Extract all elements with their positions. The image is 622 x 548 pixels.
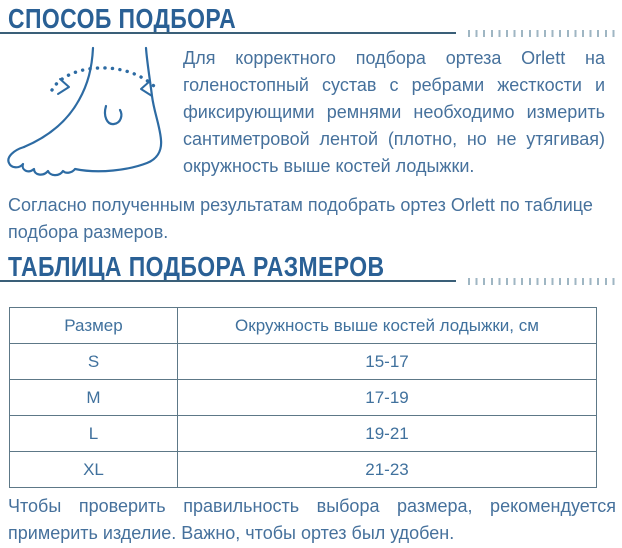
range-cell: 19-21	[178, 416, 597, 452]
section-rule	[0, 29, 620, 37]
measure-arrow-left	[58, 79, 69, 94]
range-cell: 21-23	[178, 452, 597, 488]
size-table	[9, 307, 597, 488]
section-title-method: СПОСОБ ПОДБОРА	[8, 3, 237, 34]
size-table-row	[10, 380, 597, 416]
rule-line	[0, 32, 456, 34]
size-table-row	[10, 416, 597, 452]
measure-instruction-text: Для корректного подбора ортеза Orlett на голеностопный сустав с ребрами жесткости и фиксирующими ремнями необходимо измерить сантиметровой лентой (плотно, но не утягивая) окружность выше костей лодыжки.	[183, 48, 605, 176]
section-rule	[0, 277, 620, 285]
foot-measurement-illustration	[4, 46, 184, 184]
size-table-body	[10, 344, 597, 488]
rule-line	[0, 280, 456, 282]
fitting-note-text: Чтобы проверить правильность выбора размера, рекомендуется примерить изделие. Важно, чтобы ортез был удобен.	[8, 496, 616, 543]
size-cell: XL	[10, 452, 178, 488]
size-table-row	[10, 344, 597, 380]
rule-tick-pattern	[468, 278, 620, 285]
section-title-size-table: ТАБЛИЦА ПОДБОРА РАЗМЕРОВ	[8, 251, 385, 282]
size-cell: M	[10, 380, 178, 416]
result-instruction-text: Согласно полученным результатам подобрать ортез Orlett по таблице подбора размеров.	[8, 195, 593, 242]
size-column-header: Размер	[10, 308, 178, 344]
ankle-bone-mark	[105, 106, 121, 124]
size-table-header-row	[10, 308, 597, 344]
size-table-row	[10, 452, 597, 488]
rule-tick-pattern	[468, 30, 620, 37]
size-cell: S	[10, 344, 178, 380]
foot-outline	[24, 48, 93, 147]
foot-outline	[8, 48, 161, 175]
size-cell: L	[10, 416, 178, 452]
range-cell: 17-19	[178, 380, 597, 416]
circumference-column-header: Окружность выше костей лодыжки, см	[178, 308, 597, 344]
range-cell: 15-17	[178, 344, 597, 380]
